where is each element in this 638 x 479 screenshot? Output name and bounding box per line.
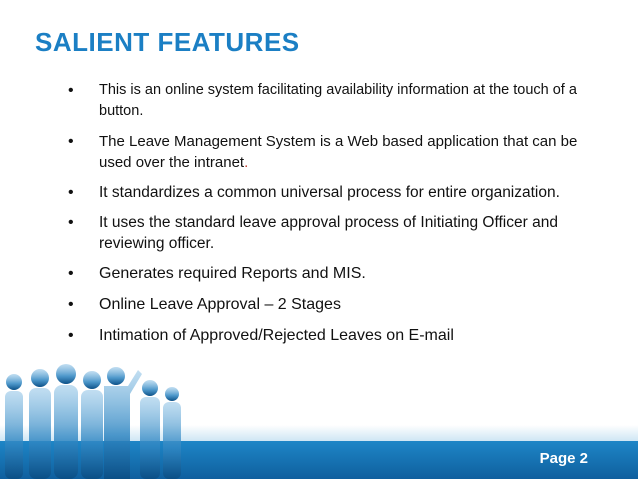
bullet-item: [68, 294, 593, 315]
bullet-marker: •: [68, 82, 74, 99]
bullet-text: Intimation of Approved/Rejected Leaves on E-mail: [99, 327, 454, 344]
bullet-text: Generates required Reports and MIS.: [99, 265, 366, 282]
bullet-trailing-period: .: [244, 154, 249, 171]
bullet-item: [68, 131, 593, 173]
page-number: Page 2: [539, 450, 588, 467]
bullet-marker: •: [68, 184, 74, 201]
bullet-marker: •: [68, 296, 74, 313]
bullet-marker: •: [68, 214, 74, 231]
bullet-item: [68, 212, 593, 254]
bullet-item: [68, 80, 593, 122]
bullet-item: [68, 263, 593, 284]
bullet-item: [68, 325, 593, 346]
bullet-list: [68, 80, 593, 355]
bullet-marker: •: [68, 133, 74, 150]
bullet-text-wrap: [99, 131, 593, 173]
business-people-silhouettes-icon: [0, 350, 200, 479]
bullet-text: This is an online system facilitating availability information at the touch of a button.: [99, 82, 577, 119]
bullet-item: [68, 182, 593, 203]
bullet-marker: •: [68, 265, 74, 282]
bullet-text: It uses the standard leave approval process of Initiating Officer and reviewing officer.: [99, 214, 558, 252]
bullet-marker: •: [68, 327, 74, 344]
bullet-text: The Leave Management System is a Web based application that can be used over the intranet: [99, 133, 578, 171]
bullet-text: Online Leave Approval – 2 Stages: [99, 296, 341, 313]
bullet-text: It standardizes a common universal process for entire organization.: [99, 184, 560, 201]
slide-title: SALIENT FEATURES: [35, 27, 300, 57]
